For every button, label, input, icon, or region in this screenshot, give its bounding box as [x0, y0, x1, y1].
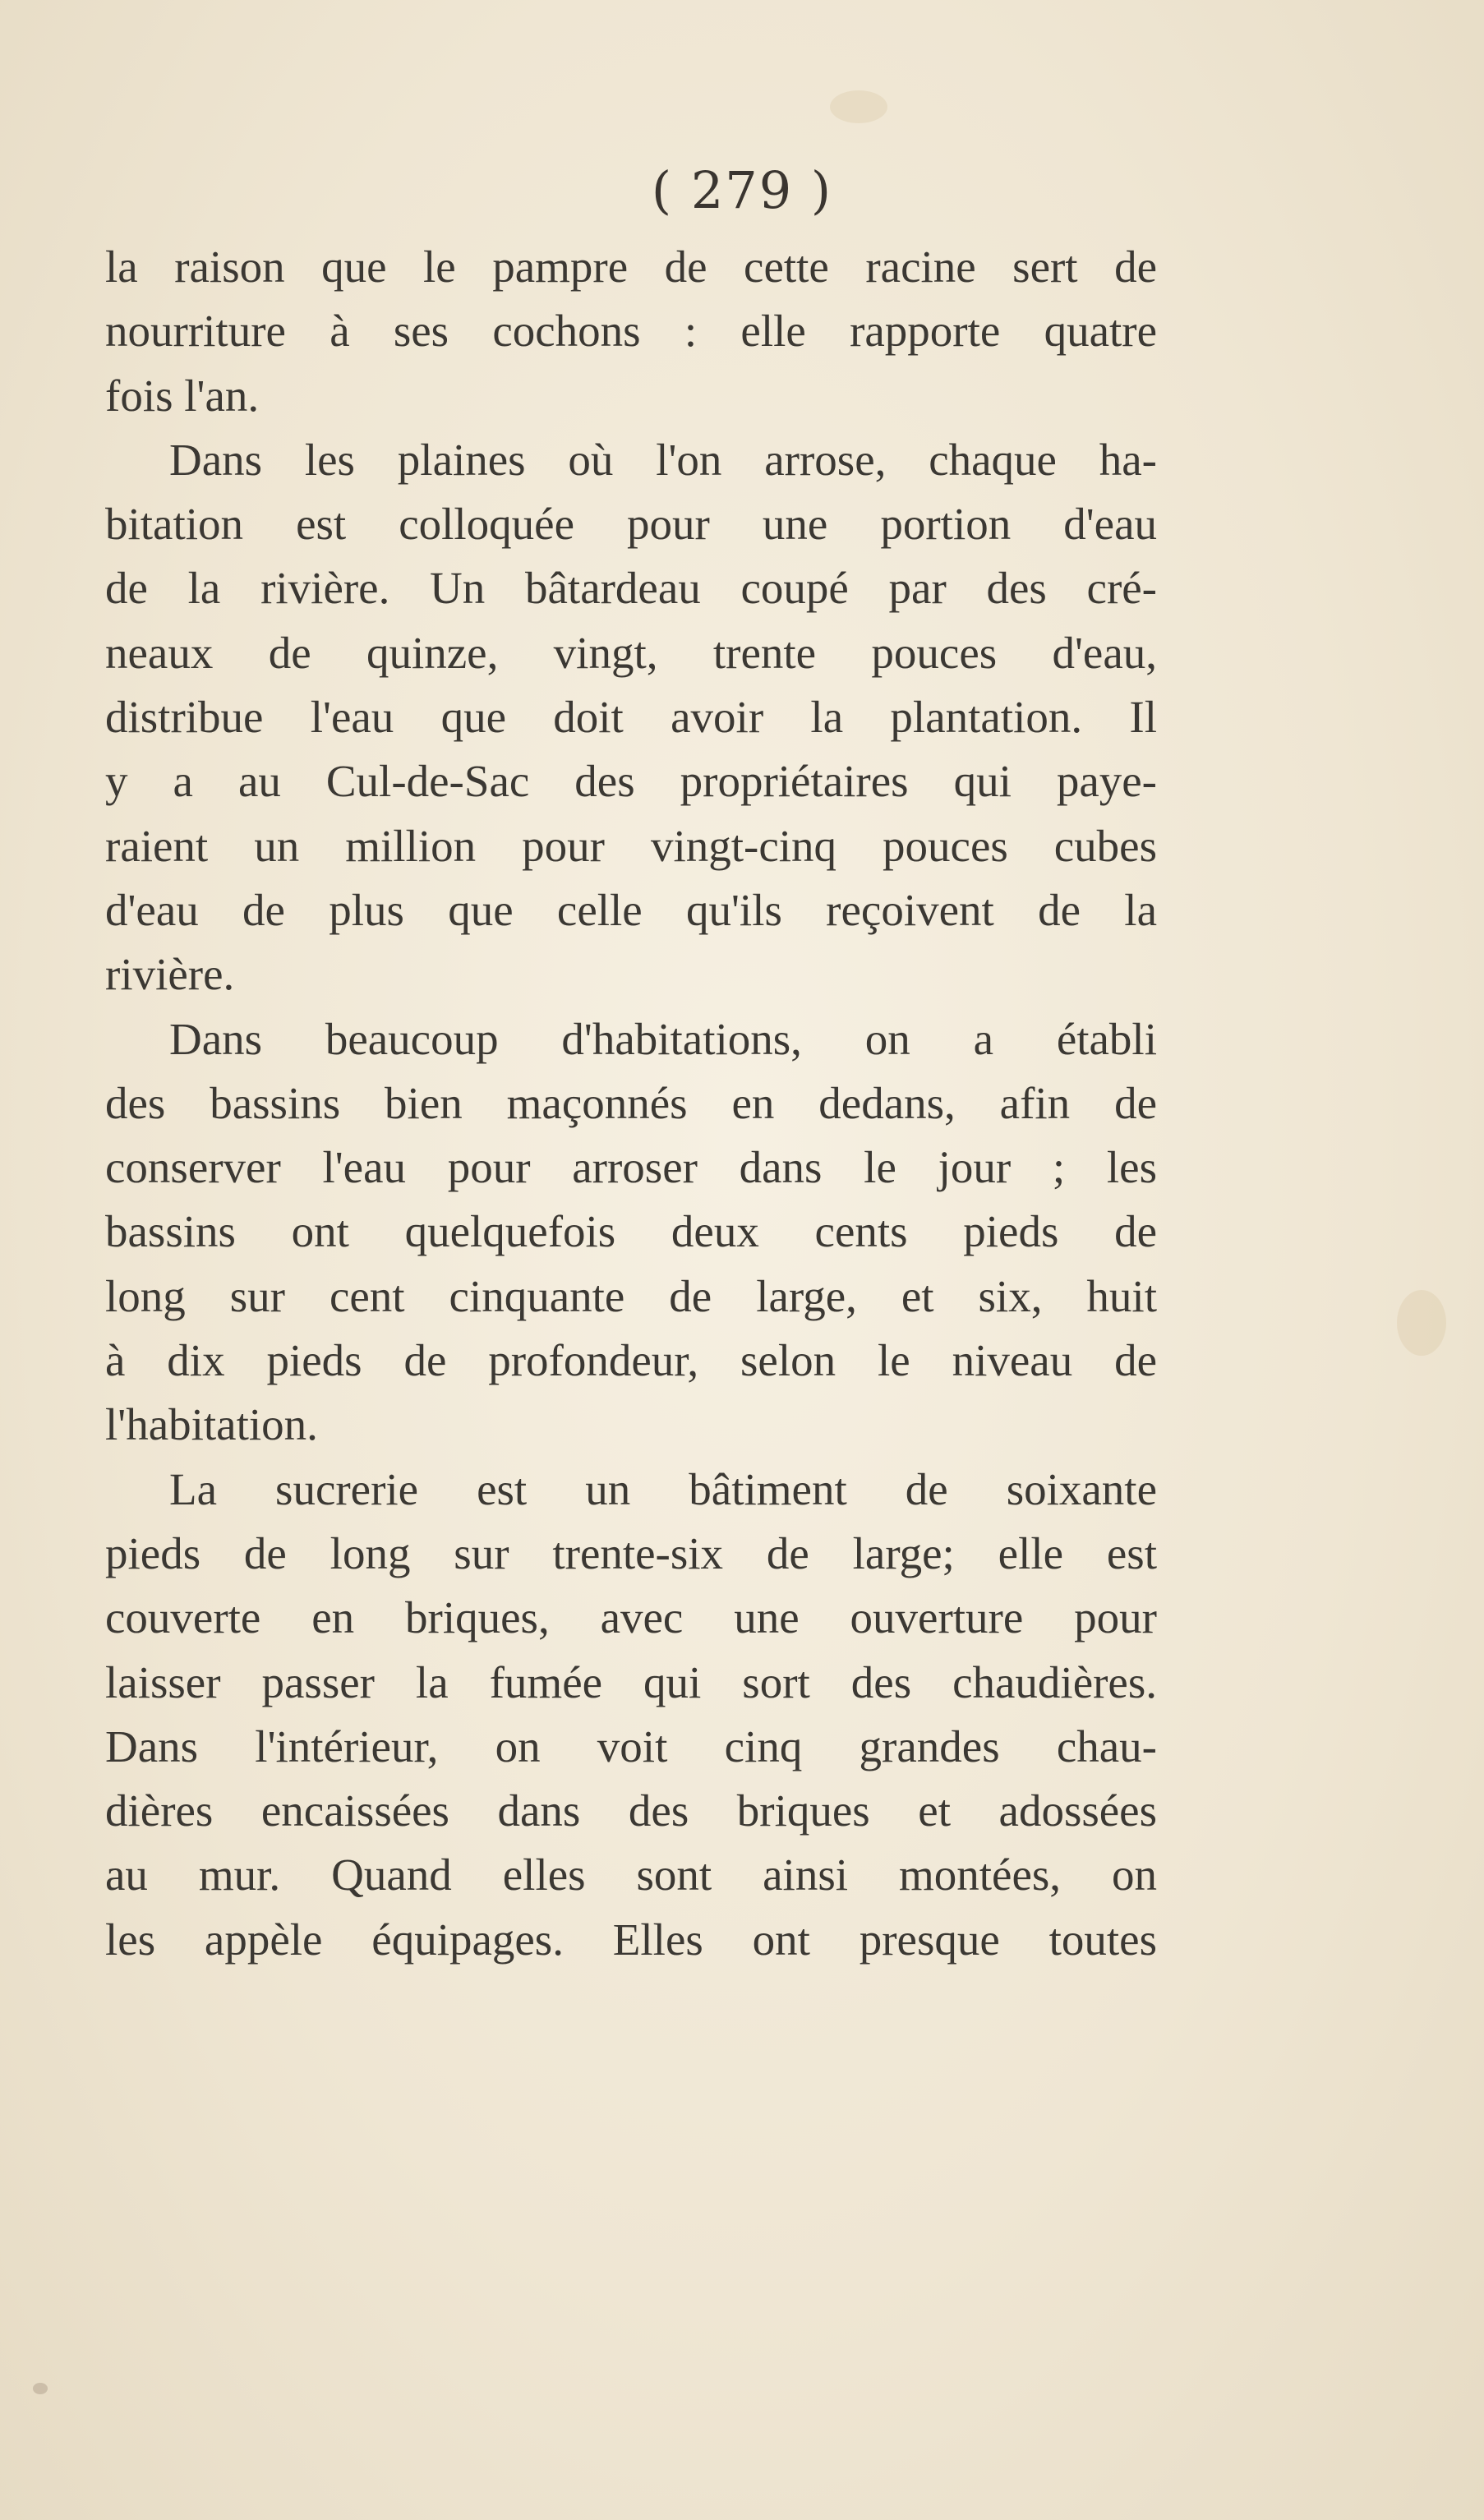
- text-line: bassins ont quelquefois deux cents pieds de: [105, 1206, 1157, 1257]
- text-line: long sur cent cinquante de large, et six, huit: [105, 1270, 1157, 1321]
- paper-stain: [1397, 1290, 1446, 1356]
- text-line: conserver l'eau pour arroser dans le jour ; les: [105, 1142, 1157, 1193]
- text-line: La sucrerie est un bâtiment de soixante: [169, 1463, 1157, 1514]
- text-line: raient un million pour vingt-cinq pouces cubes: [105, 820, 1157, 871]
- paper-stain: [33, 2383, 48, 2394]
- text-line: bitation est colloquée pour une portion d'eau: [105, 499, 1157, 550]
- text-line: Dans l'intérieur, on voit cinq grandes chau-: [105, 1721, 1157, 1771]
- text-line: des bassins bien maçonnés en dedans, afin de: [105, 1077, 1157, 1128]
- text-line: Dans beaucoup d'habitations, on a établi: [169, 1013, 1157, 1064]
- text-line: pieds de long sur trente-six de large; elle est: [105, 1527, 1157, 1578]
- paper-stain: [830, 90, 887, 123]
- text-line: de la rivière. Un bâtardeau coupé par des cré-: [105, 563, 1157, 614]
- text-line: à dix pieds de profondeur, selon le niveau de: [105, 1335, 1157, 1386]
- text-line: nourriture à ses cochons : elle rapporte quatre: [105, 306, 1157, 357]
- text-line: laisser passer la fumée qui sort des chaudières.: [105, 1656, 1157, 1707]
- text-line: d'eau de plus que celle qu'ils reçoivent de la: [105, 884, 1157, 935]
- body-text: [105, 235, 1157, 1972]
- text-line: au mur. Quand elles sont ainsi montées, on: [105, 1850, 1157, 1900]
- text-line: neaux de quinze, vingt, trente pouces d'eau,: [105, 627, 1157, 678]
- text-line: fois l'an.: [105, 370, 260, 421]
- text-line: l'habitation.: [105, 1399, 318, 1450]
- text-line: la raison que le pampre de cette racine sert de: [105, 242, 1157, 292]
- text-line: couverte en briques, avec une ouverture pour: [105, 1592, 1157, 1643]
- text-line: rivière.: [105, 949, 235, 1000]
- text-line: dières encaissées dans des briques et adossées: [105, 1785, 1157, 1836]
- text-line: y a au Cul-de-Sac des propriétaires qui paye-: [105, 756, 1157, 807]
- text-line: Dans les plaines où l'on arrose, chaque ha-: [169, 434, 1157, 485]
- text-line: les appèle équipages. Elles ont presque toutes: [105, 1914, 1157, 1965]
- text-line: distribue l'eau que doit avoir la plantation. Il: [105, 692, 1157, 743]
- page-number: ( 279 ): [651, 160, 833, 220]
